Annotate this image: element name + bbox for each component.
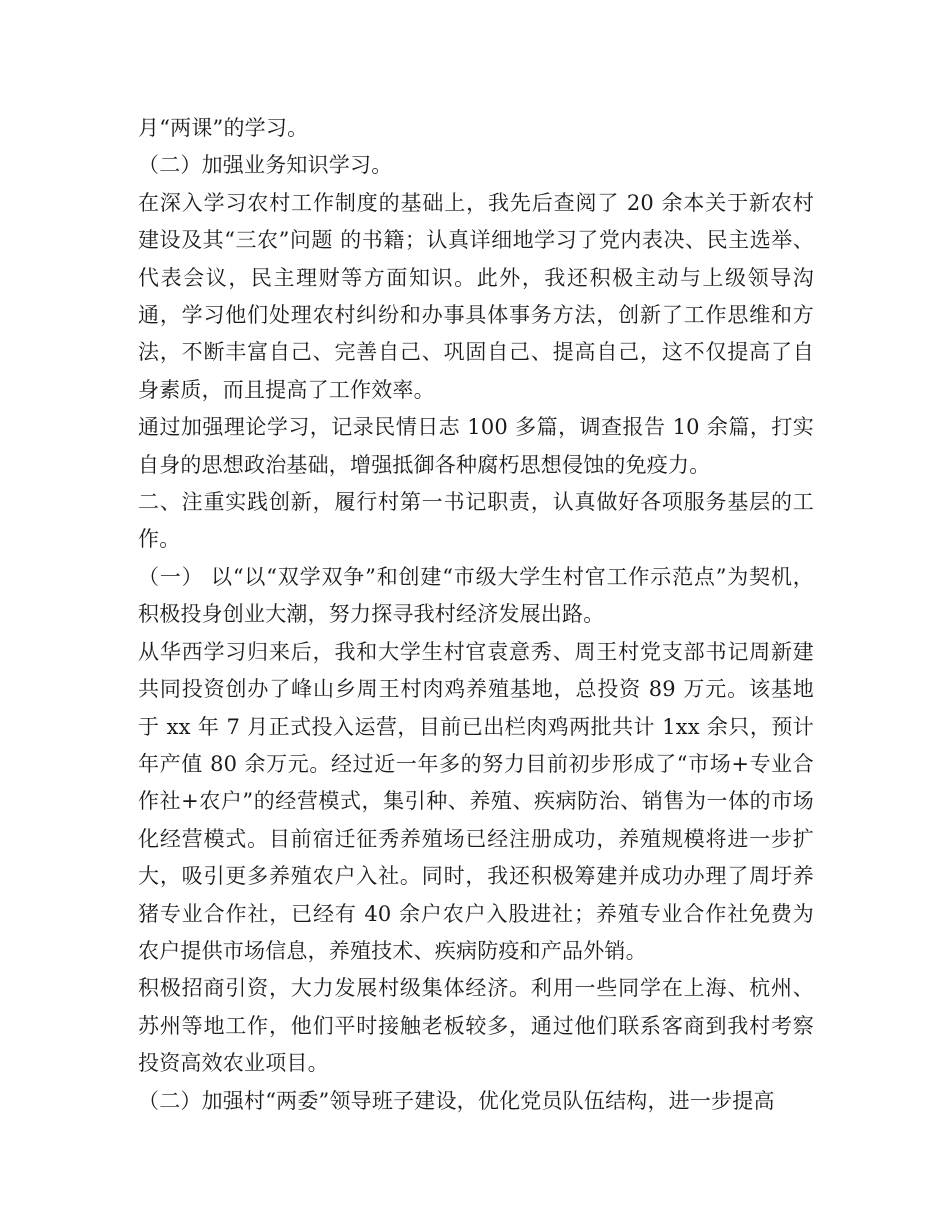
heading-practice-innovation: 二、注重实践创新，履行村第一书记职责，认真做好各项服务基层的工作。 bbox=[138, 490, 814, 552]
document-body bbox=[138, 110, 814, 1120]
subheading-two-committees: （二）加强村“两委”领导班子建设，优化党员队伍结构，进一步提高 bbox=[138, 1088, 775, 1113]
subheading-business-knowledge: （二）加强业务知识学习。 bbox=[138, 153, 393, 178]
paragraph-investment: 积极招商引资，大力发展村级集体经济。利用一些同学在上海、杭州、苏州等地工作，他们平时接触老板较多，通过他们联系客商到我村考察投资高效农业项目。 bbox=[138, 976, 814, 1076]
subheading-double-learning: （一） 以“以“双学双争”和创建“市级大学生村官工作示范点”为契机，积极投身创业大潮，努力探寻我村经济发展出路。 bbox=[138, 564, 814, 627]
paragraph-chicken-farm: 从华西学习归来后，我和大学生村官袁意秀、周王村党支部书记周新建共同投资创办了峰山乡周王村肉鸡养殖基地，总投资 89 万元。该基地于 xx 年 7 月正式投入运营，目前已出栏肉鸡两批共计 1xx 余只，预计年产值 80 余万元。经过近一年多的努力目前初步形成了“市场+专业合作社+农户”的经营模式，集引种、养殖、疾病防治、销售为一体的市场化经营模式。目前宿迁征秀养殖场已经注册成功，养殖规模将进一步扩大，吸引更多养殖农户入社。同时，我还积极筹建并成功办理了周圩养猪专业合作社，已经有 40 余户农户入股进社；养殖专业合作社免费为农户提供市场信息，养殖技术、疾病防疫和产品外销。 bbox=[138, 639, 814, 963]
paragraph-continuation: 月“两课”的学习。 bbox=[138, 116, 309, 140]
paragraph-study-rural-work: 在深入学习农村工作制度的基础上，我先后查阅了 20 余本关于新农村建设及其“三农”问题 的书籍；认真详细地学习了党内表决、民主选举、代表会议，民主理财等方面知识。此外，我还积极主动与上级领导沟通，学习他们处理农村纠纷和办事具体事务方法，创新了工作思维和方法，不断丰富自己、完善自己、巩固自己、提高自己，这不仅提高了自身素质，而且提高了工作效率。 bbox=[138, 190, 814, 402]
paragraph-theory-study: 通过加强理论学习，记录民情日志 100 多篇，调查报告 10 余篇，打实自身的思想政治基础，增强抵御各种腐朽思想侵蚀的免疫力。 bbox=[138, 415, 814, 477]
